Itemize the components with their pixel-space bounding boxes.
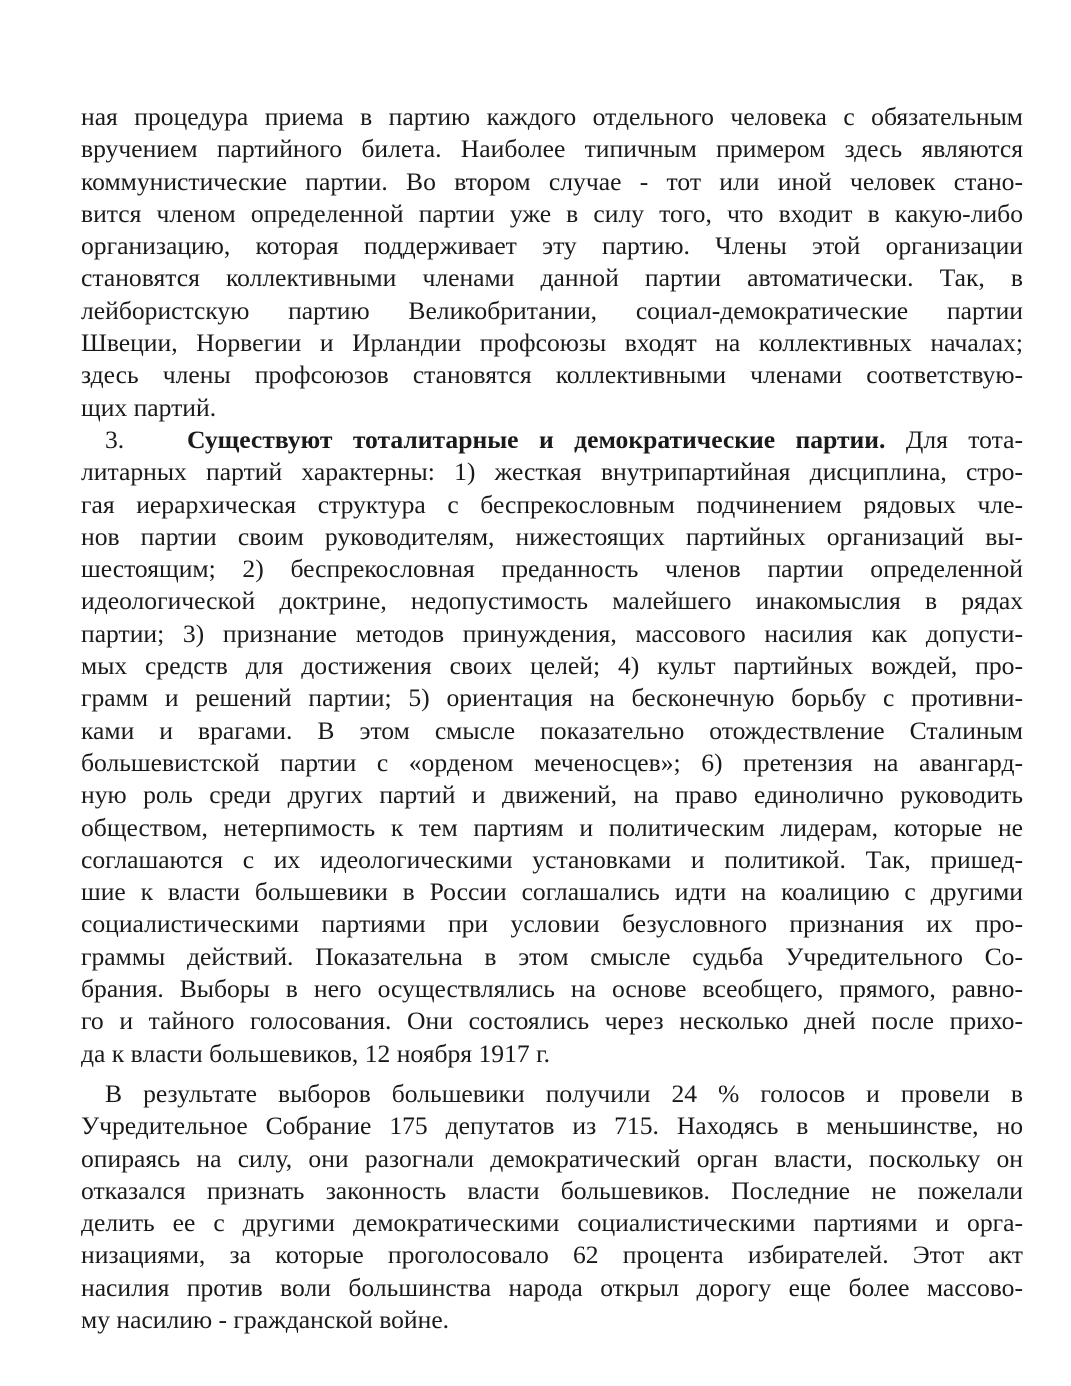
text-line: му насилию - гражданской войне. (81, 1304, 450, 1334)
text-line: го и тайного голосования. Они состоялись через несколько дней после прихо- (81, 1006, 1023, 1036)
text-line: ную роль среди других партий и движений, на право единолично руководить (81, 780, 1023, 810)
text-line: делить ее с другими демократическими социалистическими партиями и орга- (81, 1208, 1023, 1238)
text-line-numbered (81, 424, 1023, 456)
text-line: нов партии своим руководителям, нижестоящих партийных организаций вы- (81, 521, 1023, 551)
text-line: становятся коллективными членами данной партии автоматически. Так, в (81, 263, 1023, 293)
text-line: опираясь на силу, они разогнали демократический орган власти, поскольку он (81, 1143, 1023, 1173)
text-line: грамм и решений партии; 5) ориентация на бесконечную борьбу с противни- (81, 683, 1023, 713)
text-line: партии; 3) признание методов принуждения, массового насилия как допусти- (81, 618, 1023, 648)
text-line: обществом, нетерпимость к тем партиям и политическим лидерам, которые не (81, 812, 1023, 842)
text-line: здесь члены профсоюзов становятся коллективными членами соответствую- (81, 360, 1023, 390)
text-line: Учредительное Собрание 175 депутатов из 715. Находясь в меньшинстве, но (81, 1111, 1023, 1141)
text-line: граммы действий. Показательна в этом смысле судьба Учредительного Со- (81, 941, 1023, 971)
text-line: Швеции, Норвегии и Ирландии профсоюзы входят на коллективных началах; (81, 328, 1023, 358)
list-number: 3. (105, 424, 125, 454)
text-line: брания. Выборы в него осуществлялись на основе всеобщего, прямого, равно- (81, 974, 1023, 1004)
bold-lead-text: Существуют тоталитарные и демократические партии. (187, 424, 886, 454)
text-line: вится членом определенной партии уже в силу того, что входит в какую-либо (81, 198, 1023, 228)
text-line: литарных партий характерны: 1) жесткая внутрипартийная дисциплина, стро- (81, 457, 1023, 487)
text-line: коммунистические партии. Во втором случае - тот или иной человек стано- (81, 166, 1023, 196)
text-line: ная процедура приема в партию каждого отдельного человека с обязательным (81, 102, 1023, 131)
text-line: социалистическими партиями при условии безусловного признания их про- (81, 909, 1023, 939)
text-line: идеологической доктрине, недопустимость малейшего инакомыслия в рядах (81, 586, 1023, 616)
text-line: гая иерархическая структура с беспрекословным подчинением рядовых чле- (81, 489, 1023, 519)
paragraph-election-results (81, 1078, 1023, 1336)
text-line: шестоящим; 2) беспрекословная преданность членов партии определенной (81, 554, 1023, 584)
paragraph-party-membership (81, 101, 1023, 424)
text-line: вручением партийного билета. Наиболее типичным примером здесь являются (81, 134, 1023, 164)
text-line: да к власти большевиков, 12 ноября 1917 г. (81, 1038, 551, 1068)
paragraph-spacing (81, 1070, 1023, 1078)
text-line: отказался признать законность власти большевиков. Последние не пожелали (81, 1175, 1023, 1205)
text-line: низациями, за которые проголосовало 62 процента избирателей. Этот акт (81, 1240, 1023, 1270)
text-line: мых средств для достижения своих целей; 4) культ партийных вождей, про- (81, 651, 1023, 681)
paragraph-totalitarian-parties (81, 424, 1023, 1070)
text-line: ками и врагами. В этом смысле показательно отождествление Сталиным (81, 715, 1023, 745)
text-line: большевистской партии с «орденом меченосцев»; 6) претензия на авангард- (81, 747, 1023, 777)
first-line-rest: Для тота- (905, 424, 1023, 454)
text-line: В результате выборов большевики получили 24 % голосов и провели в (105, 1078, 1023, 1108)
text-line: соглашаются с их идеологическими установками и политикой. Так, пришед- (81, 844, 1023, 874)
text-line: шие к власти большевики в России соглашались идти на коалицию с другими (81, 877, 1023, 907)
text-line: лейбористскую партию Великобритании, социал-демократические партии (81, 295, 1023, 325)
text-line: щих партий. (81, 392, 217, 422)
text-line: насилия против воли большинства народа открыл дорогу еще более массово- (81, 1272, 1023, 1302)
text-line: организацию, которая поддерживает эту партию. Члены этой организации (81, 231, 1023, 261)
